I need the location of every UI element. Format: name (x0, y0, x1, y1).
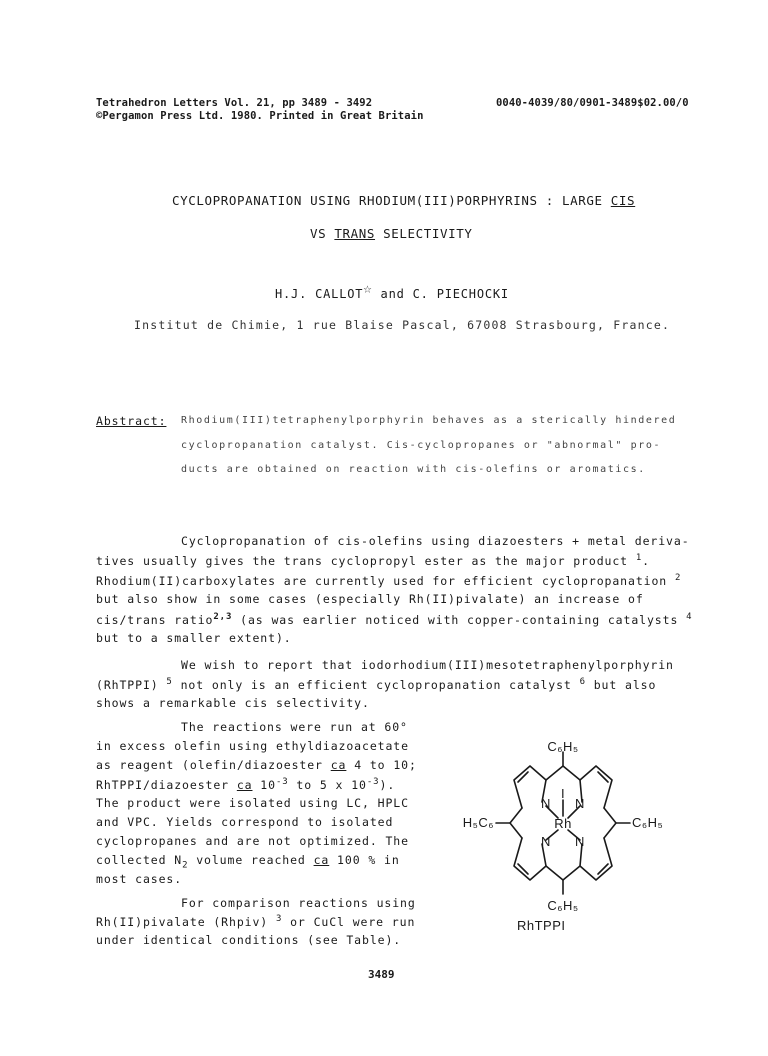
para3-ca-2: ca (236, 777, 253, 792)
para1-line-6: but to a smaller extent). (96, 631, 292, 645)
abstract-line-3: ducts are obtained on reaction with cis-olefins or aromatics. (181, 464, 646, 475)
iodine-ligand: I (560, 786, 566, 801)
ref-4: 4 (686, 612, 693, 622)
para2-line-2 (96, 677, 656, 692)
para3-line-4-b: to 5 x 10 (288, 777, 367, 792)
meso-phenyl-right: C₆H₅ (632, 815, 664, 830)
title-line-2-pre: VS (310, 226, 335, 241)
ref-2-3: 2,3 (213, 612, 233, 622)
para3-line-3 (96, 758, 417, 772)
ref-1: 1 (635, 553, 643, 563)
nitrogen-upper-left: N (541, 796, 551, 811)
para3-line-8 (96, 853, 400, 870)
para1-line-5 (96, 612, 692, 627)
para1-line-5-post: (as was earlier noticed with copper-containing catalysts (232, 612, 679, 627)
para3-line-3-pre: as reagent (olefin/diazoester (96, 758, 331, 772)
title-emph-cis: CIS (610, 193, 636, 208)
meso-phenyl-bottom: C₆H₅ (547, 898, 579, 913)
para3-line-7: cyclopropanes and are not optimized. The (96, 834, 409, 848)
para2-line-3: shows a remarkable cis selectivity. (96, 696, 370, 710)
para3-line-4 (96, 777, 395, 792)
meso-phenyl-top: C₆H₅ (547, 742, 579, 754)
para3-line-4-c: ). (379, 777, 396, 792)
para4-line-2 (96, 914, 415, 929)
title-line-2 (310, 226, 473, 241)
para1-line-1: Cyclopropanation of cis-olefins using diazoesters + metal deriva- (181, 534, 690, 548)
para1-line-5-pre: cis/trans ratio (96, 612, 214, 627)
corresponding-author-mark: ☆ (363, 281, 373, 297)
abstract-line-1: Rhodium(III)tetraphenylporphyrin behaves as a sterically hindered (181, 415, 677, 426)
para3-line-8-pre: collected N (96, 853, 183, 867)
para3-line-4-a: 10 (252, 777, 276, 792)
abstract-line-2: cyclopropanation catalyst. Cis-cyclopropanes or "abnormal" pro- (181, 440, 662, 451)
exp-1: -3 (275, 777, 289, 787)
title-line-1 (172, 193, 635, 208)
para1-line-2 (96, 553, 650, 568)
para1-line-3 (96, 573, 681, 588)
meso-phenyl-left: H₅C₆ (462, 815, 494, 830)
para2-line-2-post: but also (585, 677, 657, 692)
para1-line-2-text: tives usually gives the trans cyclopropyl ester as the major product (96, 553, 629, 568)
page-number: 3489 (368, 968, 395, 981)
para4-line-2-post: or CuCl were run (282, 914, 416, 929)
para3-line-8-post: 100 % in (329, 853, 400, 867)
para2-line-1: We wish to report that iodorhodium(III)mesotetraphenylporphyrin (181, 658, 674, 672)
nitrogen-upper-right: N (575, 796, 585, 811)
para3-line-6: and VPC. Yields correspond to isolated (96, 815, 394, 829)
para1-line-3-text: Rhodium(II)carboxylates are currently used for efficient cyclopropanation (96, 573, 668, 588)
title-emph-trans: TRANS (334, 226, 376, 241)
para1-line-2-end: . (642, 553, 650, 568)
rhtppi-structure (462, 742, 722, 932)
para1-line-4: but also show in some cases (especially Rh(II)pivalate) an increase of (96, 592, 644, 606)
journal-citation: Tetrahedron Letters Vol. 21, pp 3489 - 3492 (96, 97, 373, 109)
authors (275, 281, 509, 301)
para4-line-3: under identical conditions (see Table). (96, 933, 402, 947)
ref-3: 3 (275, 914, 283, 924)
para2-line-2-mid: not only is an efficient cyclopropanation catalyst (172, 677, 580, 692)
article-code: 0040-4039/80/0901-3489$02.00/0 (496, 97, 689, 109)
para4-line-1: For comparison reactions using (181, 896, 416, 910)
para3-ca-1: ca (330, 758, 347, 772)
para3-line-3-post: 4 to 10; (346, 758, 417, 772)
title-line-1-text: CYCLOPROPANATION USING RHODIUM(III)PORPHYRINS : LARGE (172, 193, 611, 208)
abstract-label: Abstract: (96, 414, 167, 428)
para3-line-2: in excess olefin using ethyldiazoacetate (96, 739, 409, 753)
exp-2: -3 (366, 777, 380, 787)
para3-ca-3: ca (313, 853, 330, 867)
para2-line-2-pre: (RhTPPI) (96, 677, 167, 692)
nitrogen-lower-left: N (541, 834, 551, 849)
para4-line-2-pre: Rh(II)pivalate (Rhpiv) (96, 914, 276, 929)
para3-line-1: The reactions were run at 60° (181, 720, 408, 734)
ref-6: 6 (579, 677, 586, 687)
para3-line-9: most cases. (96, 872, 183, 886)
copyright-line: ©Pergamon Press Ltd. 1980. Printed in Great Britain (96, 110, 424, 122)
author-first: H.J. CALLOT (275, 287, 364, 301)
n2-subscript: 2 (182, 860, 189, 871)
ref-2: 2 (674, 573, 682, 583)
structure-caption: RhTPPI (517, 918, 566, 932)
author-rest: and C. PIECHOCKI (372, 287, 509, 301)
nitrogen-lower-right: N (575, 834, 585, 849)
ref-5: 5 (166, 677, 173, 687)
title-line-2-post: SELECTIVITY (375, 226, 473, 241)
rhodium-center: Rh (554, 816, 572, 831)
para3-line-5: The product were isolated using LC, HPLC (96, 796, 409, 810)
affiliation: Institut de Chimie, 1 rue Blaise Pascal, 67008 Strasbourg, France. (134, 318, 671, 332)
para3-line-4-pre: RhTPPI/diazoester (96, 777, 237, 792)
para3-line-8-mid: volume reached (188, 853, 314, 867)
